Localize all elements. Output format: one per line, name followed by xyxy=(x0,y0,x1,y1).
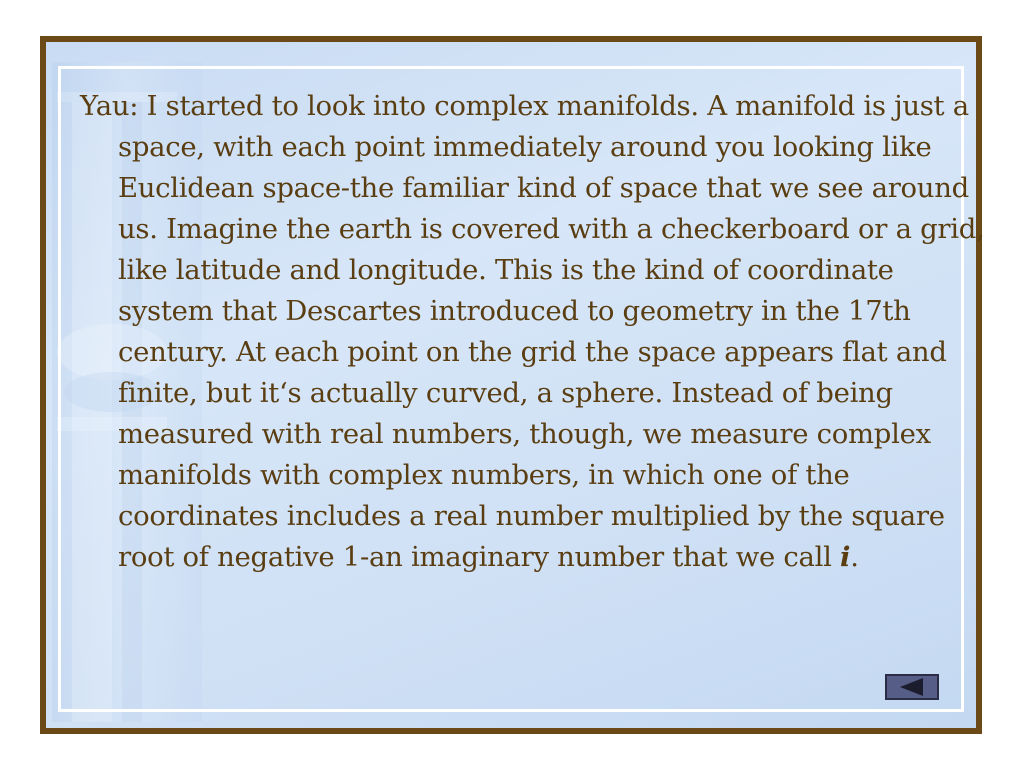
triangle-left-icon xyxy=(887,676,937,698)
slide-body-text xyxy=(80,86,988,578)
body-text-end: . xyxy=(850,541,859,573)
body-text-main: Yau: I started to look into complex manifolds. A manifold is just a space, with each point immediately around you looking like Euclidean space-the familiar kind of space that we see around us. Imagine the earth is covered with a checkerboard or a grid, like latitude and longitude. This is the kind of coordinate system that Descartes introduced to geometry in the 17th century. At each point on the grid the space appears flat and finite, but it‘s actually curved, a sphere. Instead of being measured with real numbers, though, we measure complex manifolds with complex numbers, in which one of the coordinates includes a real number multiplied by the square root of negative 1-an imaginary number that we call xyxy=(80,90,985,573)
imaginary-unit-symbol: i xyxy=(840,541,851,573)
back-button[interactable] xyxy=(885,674,939,700)
